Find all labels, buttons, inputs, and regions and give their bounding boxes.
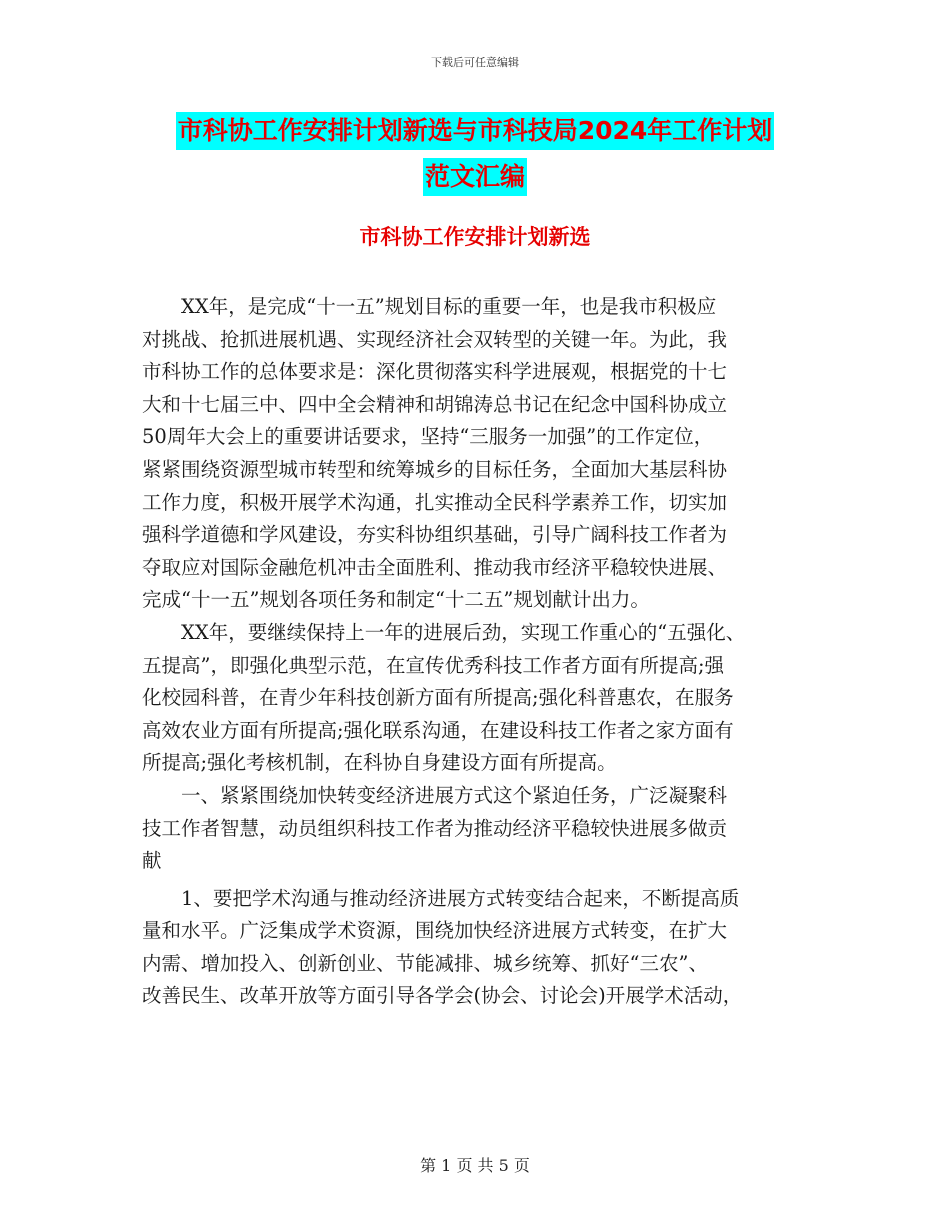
body-line: 一、紧紧围绕加快转变经济进展方式这个紧迫任务，广泛凝聚科 <box>142 783 728 807</box>
body-line: 工作力度，积极开展学术沟通，扎实推动全民科学素养工作，切实加 <box>142 490 728 514</box>
title-line-2: 范文汇编 <box>423 158 527 196</box>
section-title: 市科协工作安排计划新选 <box>359 225 591 249</box>
body-line: 所提高;强化考核机制，在科协自身建设方面有所提高。 <box>142 751 617 775</box>
body-line: 市科协工作的总体要求是：深化贯彻落实科学进展观，根据党的十七 <box>142 360 728 384</box>
body-line: 化校园科普，在青少年科技创新方面有所提高;强化科普惠农，在服务 <box>142 686 734 710</box>
body-line: 紧紧围绕资源型城市转型和统筹城乡的目标任务，全面加大基层科协 <box>142 457 728 481</box>
body-line: 夺取应对国际金融危机冲击全面胜利、推动我市经济平稳较快进展、 <box>142 555 728 579</box>
body-line: 五提高”，即强化典型示范，在宣传优秀科技工作者方面有所提高;强 <box>142 653 725 677</box>
body-line: 内需、增加投入、创新创业、节能减排、城乡统筹、抓好“三农”、 <box>142 951 708 975</box>
body-line: 献 <box>142 849 162 873</box>
page-footer: 第 1 页 共 5 页 <box>420 1156 530 1175</box>
document-title <box>0 112 950 196</box>
body-line: XX年，要继续保持上一年的进展后劲，实现工作重心的“五强化、 <box>142 620 746 644</box>
body-line: 1、要把学术沟通与推动经济进展方式转变结合起来，不断提高质 <box>142 886 740 910</box>
body-line: 50周年大会上的重要讲话要求，坚持“三服务一加强”的工作定位， <box>142 425 714 449</box>
body-line: 大和十七届三中、四中全会精神和胡锦涛总书记在纪念中国科协成立 <box>142 392 728 416</box>
body-line: 技工作者智慧，动员组织科技工作者为推动经济平稳较快进展多做贡 <box>142 816 728 840</box>
body-line: XX年，是完成“十一五”规划目标的重要一年，也是我市积极应 <box>142 295 717 318</box>
body-line: 高效农业方面有所提高;强化联系沟通，在建设科技工作者之家方面有 <box>142 718 734 742</box>
body-line: 改善民生、改革开放等方面引导各学会(协会、讨论会)开展学术活动， <box>142 984 743 1008</box>
body-line: 对挑战、抢抓进展机遇、实现经济社会双转型的关键一年。为此，我 <box>142 327 728 351</box>
title-line-1: 市科协工作安排计划新选与市科技局2024年工作计划 <box>176 112 775 150</box>
body-line: 量和水平。广泛集成学术资源，围绕加快经济进展方式转变，在扩大 <box>142 919 728 943</box>
header-note: 下载后可任意编辑 <box>431 56 519 69</box>
body-line: 强科学道德和学风建设，夯实科协组织基础，引导广阔科技工作者为 <box>142 523 728 547</box>
body-line: 完成“十一五”规划各项任务和制定“十二五”规划献计出力。 <box>142 588 650 612</box>
body-text <box>142 291 810 1013</box>
